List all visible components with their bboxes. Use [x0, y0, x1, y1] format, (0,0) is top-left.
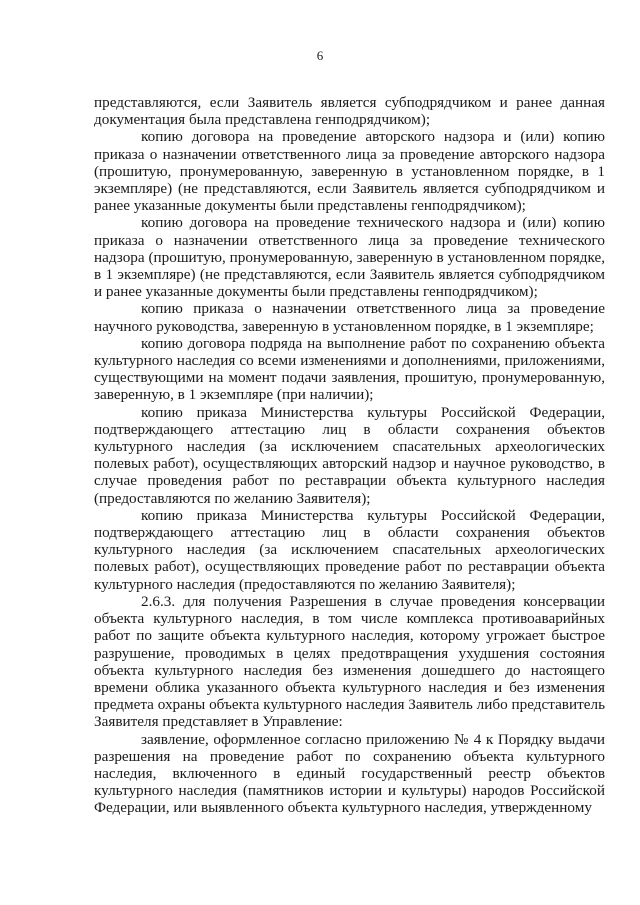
- paragraph: копию приказа Министерства культуры Российской Федерации, подтверждающего аттестацию лиц в области сохранения объектов культурного наследия (за исключением спасательных археологических полевых работ), осуществляющих проведение работ по реставрации объекта культурного наследия (предоставляются по желанию Заявителя);: [94, 506, 605, 593]
- paragraph: заявление, оформленное согласно приложению № 4 к Порядку выдачи разрешения на проведение работ по сохранению объекта культурного наследия, включенного в единый государственный реестр объектов культурного наследия (памятников истории и культуры) народов Российской Федерации, или выявленного объекта культурного наследия, утвержденному: [94, 730, 605, 817]
- paragraph: представляются, если Заявитель является субподрядчиком и ранее данная документация была представлена генподрядчиком);: [94, 94, 605, 129]
- page-number: 6: [316, 48, 324, 63]
- paragraph: копию договора подряда на выполнение работ по сохранению объекта культурного наследия со всеми изменениями и дополнениями, приложениями, существующими на момент подачи заявления, прошитую, пронумерованную, заверенную, в 1 экземпляре (при наличии);: [94, 334, 605, 404]
- paragraph: копию приказа о назначении ответственного лица за проведение научного руководства, заверенную в установленном порядке, в 1 экземпляре;: [94, 300, 605, 335]
- paragraph: копию приказа Министерства культуры Российской Федерации, подтверждающего аттестацию лиц в области сохранения объектов культурного наследия (за исключением спасательных археологических полевых работ), осуществляющих авторский надзор и научное руководство, в случае проведения работ по реставрации объекта культурного наследия (предоставляются по желанию Заявителя);: [94, 403, 605, 507]
- document-body: [94, 94, 605, 817]
- paragraph: копию договора на проведение технического надзора и (или) копию приказа о назначении ответственного лица за проведение технического надзора (прошитую, пронумерованную, заверенную в установленном порядке, в 1 экземпляре) (не представляются, если Заявитель является субподрядчиком и ранее указанные документы были представлены генподрядчиком);: [94, 214, 605, 301]
- paragraph: 2.6.3. для получения Разрешения в случае проведения консервации объекта культурного наследия, в том числе комплекса противоаварийных работ по защите объекта культурного наследия, которому угрожает быстрое разрушение, проводимых в целях предотвращения ухудшения состояния объекта культурного наследия без изменения дошедшего до настоящего времени облика указанного объекта культурного наследия и без изменения предмета охраны объекта культурного наследия Заявитель либо представитель Заявителя представляет в Управление:: [94, 592, 605, 731]
- paragraph: копию договора на проведение авторского надзора и (или) копию приказа о назначении ответственного лица за проведение авторского надзора (прошитую, пронумерованную, заверенную в установленном порядке, в 1 экземпляре) (не представляются, если Заявитель является субподрядчиком и ранее указанные документы были представлены генподрядчиком);: [94, 128, 605, 215]
